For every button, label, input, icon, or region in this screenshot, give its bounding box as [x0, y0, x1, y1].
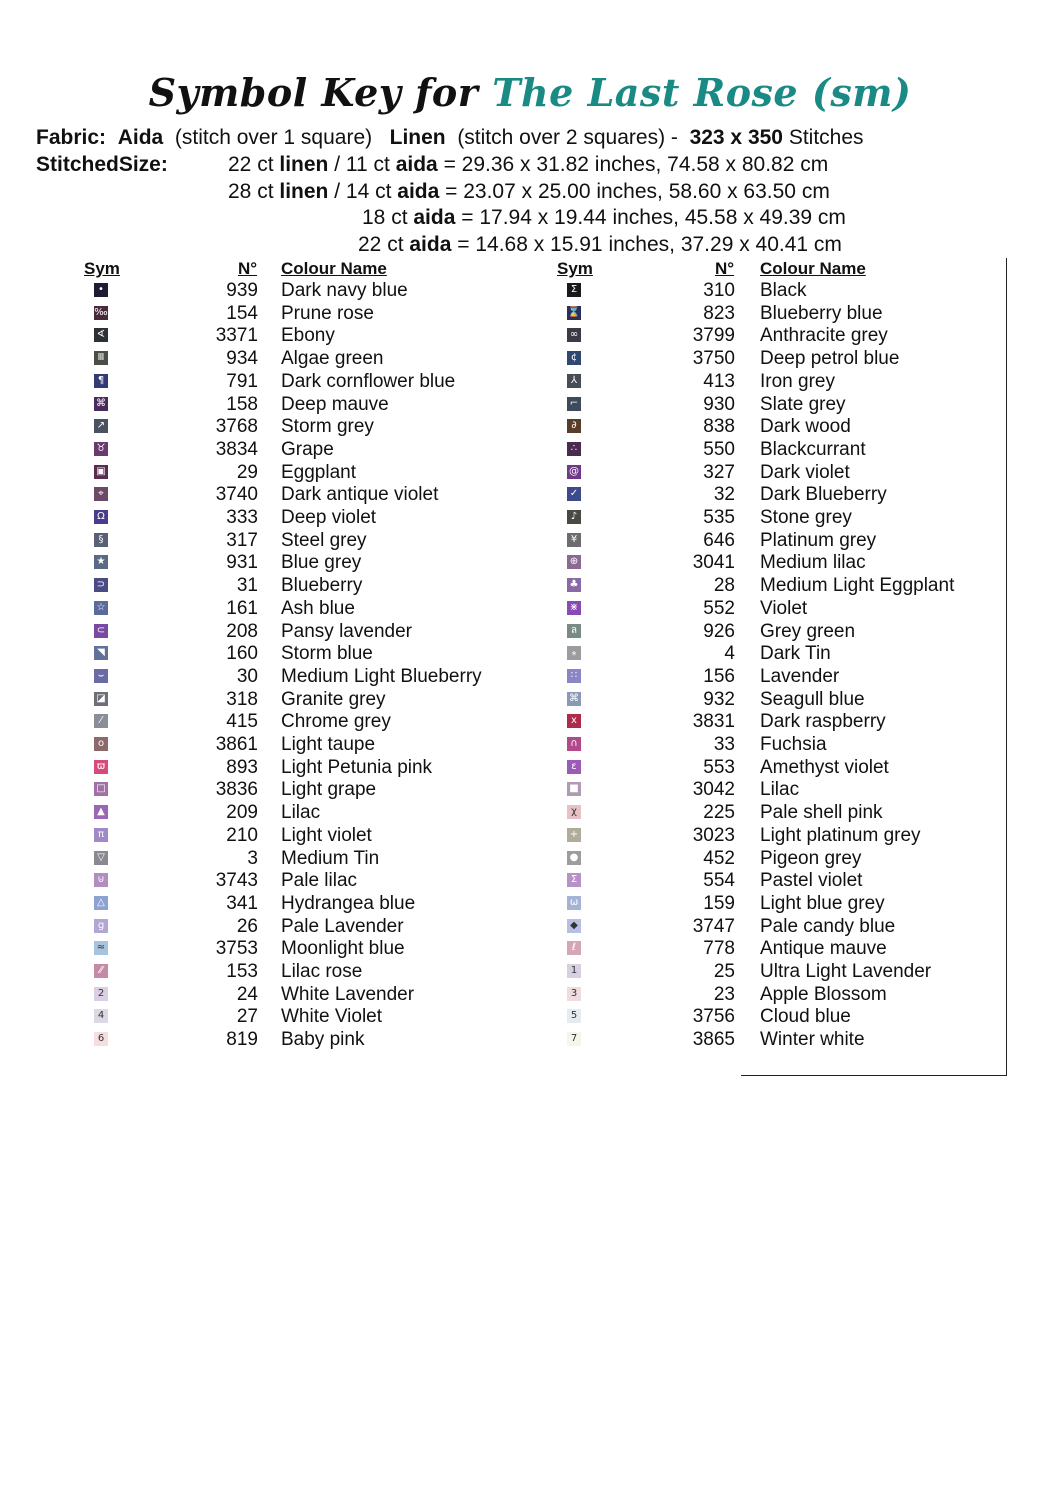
symbol-swatch: ⌐ [567, 397, 581, 411]
symbol-swatch: ◥ [94, 646, 108, 660]
symbol-swatch: ◆ [567, 919, 581, 933]
symbol-swatch: g [94, 919, 108, 933]
symbol-swatch: ∞ [567, 328, 581, 342]
dmc-number: 3836 [215, 779, 258, 800]
dmc-number: 3740 [215, 484, 258, 505]
dmc-number: 413 [703, 371, 735, 392]
colour-name: Platinum grey [760, 530, 877, 551]
dmc-number: 209 [226, 802, 258, 823]
colour-name: Granite grey [281, 689, 386, 710]
colour-name: Deep violet [281, 507, 377, 528]
dmc-number: 926 [703, 621, 735, 642]
key-row [0, 575, 1060, 597]
colour-name: Blue grey [281, 552, 362, 573]
colour-name-header: Colour Name [281, 259, 387, 278]
colour-name: Algae green [281, 348, 384, 369]
key-row [0, 689, 1060, 711]
colour-name: Violet [760, 598, 808, 619]
dmc-number: 30 [236, 666, 258, 687]
dmc-number: 153 [226, 961, 258, 982]
colour-name: Light grape [281, 779, 377, 800]
dmc-number: 327 [703, 462, 735, 483]
dmc-number: 552 [703, 598, 735, 619]
colour-name: Pastel violet [760, 870, 863, 891]
colour-name: Chrome grey [281, 711, 391, 732]
colour-name: Light platinum grey [760, 825, 921, 846]
stitched-label: StitchedSize: [36, 153, 168, 176]
colour-name: Light Petunia pink [281, 757, 433, 778]
colour-name: Cloud blue [760, 1006, 851, 1027]
colour-name: Slate grey [760, 394, 846, 415]
dmc-number: 161 [226, 598, 258, 619]
dmc-number: 29 [236, 462, 258, 483]
colour-name: Medium Light Blueberry [281, 666, 482, 687]
dmc-number: 31 [236, 575, 258, 596]
symbol-swatch: ≈ [94, 941, 108, 955]
dmc-number: 317 [226, 530, 258, 551]
dmc-number: 3747 [692, 916, 735, 937]
dmc-number: 415 [226, 711, 258, 732]
colour-name: White Lavender [281, 984, 415, 1005]
colour-name: Blackcurrant [760, 439, 866, 460]
symbol-swatch: ⌘ [569, 693, 579, 704]
colour-name: Medium lilac [760, 552, 866, 573]
dmc-number: 3865 [692, 1029, 735, 1050]
symbol-swatch: π [94, 828, 108, 842]
dmc-number: 3743 [215, 870, 258, 891]
symbol-swatch: x [567, 714, 581, 728]
key-row [0, 325, 1060, 347]
dmc-number: 3042 [692, 779, 735, 800]
dmc-number: 341 [226, 893, 258, 914]
symbol-swatch: ↗ [94, 419, 108, 433]
colour-name: Prune rose [281, 303, 374, 324]
key-row [0, 870, 1060, 892]
symbol-swatch: ε [567, 760, 581, 774]
colour-name: Lilac rose [281, 961, 363, 982]
symbol-swatch: 5 [567, 1009, 581, 1023]
key-row [0, 416, 1060, 438]
colour-name: Eggplant [281, 462, 357, 483]
symbol-swatch: ‰ [94, 307, 108, 318]
stitch-count: 323 x 350 [689, 126, 783, 149]
dmc-number: 778 [703, 938, 735, 959]
dmc-number: 3831 [692, 711, 735, 732]
symbol-swatch: Σ [567, 873, 581, 887]
key-row [0, 666, 1060, 688]
colour-name: Amethyst violet [760, 757, 889, 778]
key-row [0, 371, 1060, 393]
dmc-number: 3753 [215, 938, 258, 959]
colour-name: Pansy lavender [281, 621, 412, 642]
colour-name: Hydrangea blue [281, 893, 416, 914]
key-row [0, 916, 1060, 938]
colour-name: Anthracite grey [760, 325, 888, 346]
symbol-swatch: ⁎ [567, 646, 581, 660]
colour-name: Black [760, 280, 807, 301]
dmc-number: 333 [226, 507, 258, 528]
dmc-number: 210 [226, 825, 258, 846]
key-row [0, 757, 1060, 779]
symbol-swatch: ✓ [567, 487, 581, 501]
dmc-number: 931 [226, 552, 258, 573]
dmc-number: 225 [703, 802, 735, 823]
key-row [0, 984, 1060, 1006]
symbol-swatch: ล [567, 624, 581, 638]
symbol-swatch: ⊍ [94, 873, 108, 887]
colour-name: Grape [281, 439, 334, 460]
colour-name: White Violet [281, 1006, 383, 1027]
fabric-aida-note: (stitch over 1 square) [174, 126, 373, 149]
symbol-swatch: 2 [94, 987, 108, 1001]
colour-name: Storm grey [281, 416, 374, 437]
colour-name: Ultra Light Lavender [760, 961, 932, 982]
colour-name: Blueberry blue [760, 303, 883, 324]
dmc-number: 823 [703, 303, 735, 324]
dmc-number: 838 [703, 416, 735, 437]
key-row [0, 779, 1060, 801]
colour-name: Deep petrol blue [760, 348, 900, 369]
symbol-swatch: ⌘ [96, 398, 106, 409]
symbol-swatch: ∷ [567, 669, 581, 683]
dmc-number: 3750 [692, 348, 735, 369]
dmc-number: 159 [703, 893, 735, 914]
stitched-size-line: 22 ct linen / 11 ct aida = 29.36 x 31.82 inches, 74.58 x 80.82 cm [228, 153, 829, 176]
dmc-number: 930 [703, 394, 735, 415]
dmc-number: 160 [226, 643, 258, 664]
key-row [0, 552, 1060, 574]
table-border-right [1006, 258, 1007, 1076]
dmc-number: 3041 [692, 552, 735, 573]
dmc-number: 33 [713, 734, 735, 755]
colour-name: Fuchsia [760, 734, 827, 755]
dmc-number: 553 [703, 757, 735, 778]
dmc-number: 939 [226, 280, 258, 301]
key-row [0, 1006, 1060, 1028]
colour-name: Steel grey [281, 530, 367, 551]
stitched-size-line: 28 ct linen / 14 ct aida = 23.07 x 25.00 inches, 58.60 x 63.50 cm [228, 180, 830, 203]
symbol-swatch: + [567, 828, 581, 842]
colour-name: Dark violet [760, 462, 850, 483]
symbol-swatch: 1 [567, 964, 581, 978]
symbol-swatch: ⋇ [567, 601, 581, 615]
colour-name: Seagull blue [760, 689, 865, 710]
colour-name: Medium Tin [281, 848, 380, 869]
colour-name: Blueberry [281, 575, 363, 596]
dmc-number: 154 [226, 303, 258, 324]
colour-name: Dark antique violet [281, 484, 439, 505]
dmc-number: 25 [713, 961, 735, 982]
symbol-swatch: ⌛ [567, 307, 581, 318]
stitched-label-line [36, 153, 168, 177]
fabric-linen: Linen [389, 126, 446, 149]
symbol-swatch: ♉ [94, 442, 108, 456]
symbol-swatch: • [94, 283, 108, 297]
dmc-number: 3768 [215, 416, 258, 437]
symbol-swatch: ▣ [94, 465, 108, 479]
key-row [0, 711, 1060, 733]
stitches-word: Stitches [788, 126, 864, 149]
fabric-label: Fabric: [36, 126, 107, 149]
colour-name: Pale lilac [281, 870, 358, 891]
symbol-swatch: ■ [567, 782, 581, 796]
key-row [0, 643, 1060, 665]
dmc-number: 318 [226, 689, 258, 710]
colour-name: Lilac [760, 779, 800, 800]
symbol-swatch: ¶ [94, 374, 108, 388]
key-row [0, 507, 1060, 529]
key-row [0, 598, 1060, 620]
symbol-swatch: ⁄⁄ [94, 964, 108, 978]
symbol-swatch: ▲ [94, 805, 108, 819]
dmc-number: 550 [703, 439, 735, 460]
dmc-number: 32 [713, 484, 735, 505]
symbol-swatch: ● [567, 851, 581, 865]
table-border-bottom [741, 1075, 1007, 1076]
symbol-swatch: ¢ [567, 351, 581, 365]
colour-name: Medium Light Eggplant [760, 575, 955, 596]
key-row [0, 530, 1060, 552]
key-row [0, 303, 1060, 325]
dmc-number: 28 [713, 575, 735, 596]
key-row [0, 484, 1060, 506]
dmc-number: 3 [247, 848, 258, 869]
colour-name: Storm blue [281, 643, 373, 664]
key-row [0, 893, 1060, 915]
colour-name: Grey green [760, 621, 856, 642]
symbol-swatch: χ [567, 805, 581, 819]
key-row [0, 621, 1060, 643]
symbol-swatch: ¥ [567, 533, 581, 547]
colour-name: Pale candy blue [760, 916, 896, 937]
symbol-swatch: ∢ [94, 328, 108, 342]
symbol-swatch: ∂ [567, 419, 581, 433]
dmc-number: 158 [226, 394, 258, 415]
key-row [0, 348, 1060, 370]
pattern-name: The Last Rose (sm) [492, 70, 912, 115]
page-title [0, 70, 1060, 115]
colour-name: Dark raspberry [760, 711, 886, 732]
dmc-number: 3023 [692, 825, 735, 846]
dmc-number: 3756 [692, 1006, 735, 1027]
colour-name: Pigeon grey [760, 848, 862, 869]
title-prefix: Symbol Key for [148, 70, 479, 115]
dmc-number: 3861 [215, 734, 258, 755]
colour-name: Pale shell pink [760, 802, 883, 823]
colour-name: Dark wood [760, 416, 851, 437]
symbol-swatch: △ [94, 896, 108, 910]
symbol-swatch: 6 [94, 1032, 108, 1046]
symbol-swatch: ♪ [567, 510, 581, 524]
colour-name: Lavender [760, 666, 840, 687]
key-row [0, 462, 1060, 484]
dmc-number: 26 [236, 916, 258, 937]
symbol-swatch: ◪ [94, 692, 108, 706]
dmc-number: 3371 [215, 325, 258, 346]
colour-name: Ebony [281, 325, 335, 346]
colour-name: Ash blue [281, 598, 355, 619]
key-row [0, 802, 1060, 824]
colour-name: Pale Lavender [281, 916, 404, 937]
colour-name: Light taupe [281, 734, 376, 755]
symbol-swatch: ϖ [94, 760, 108, 774]
symbol-swatch: o [94, 737, 108, 751]
symbol-swatch: ω [567, 896, 581, 910]
colour-name: Antique mauve [760, 938, 887, 959]
dmc-number: 4 [724, 643, 735, 664]
symbol-swatch: ⌖ [94, 487, 108, 501]
colour-name-header: Colour Name [760, 259, 866, 278]
colour-name: Light blue grey [760, 893, 885, 914]
sym-header: Sym [557, 259, 593, 278]
dmc-number: 932 [703, 689, 735, 710]
stitched-size-line: 22 ct aida = 14.68 x 15.91 inches, 37.29 x 40.41 cm [358, 233, 842, 256]
dmc-number: 24 [236, 984, 258, 1005]
symbol-swatch: ⊕ [567, 555, 581, 569]
dmc-number: 23 [713, 984, 735, 1005]
colour-name: Baby pink [281, 1029, 365, 1050]
dmc-number: 893 [226, 757, 258, 778]
dmc-number: 934 [226, 348, 258, 369]
symbol-swatch: ⅄ [567, 374, 581, 388]
colour-name: Dark Blueberry [760, 484, 887, 505]
symbol-swatch: § [94, 533, 108, 547]
key-row [0, 394, 1060, 416]
dmc-number: 27 [236, 1006, 258, 1027]
colour-name: Moonlight blue [281, 938, 405, 959]
symbol-swatch: ⁄ [94, 714, 108, 728]
fabric-aida: Aida [117, 126, 164, 149]
symbol-swatch: ∩ [567, 737, 581, 751]
dmc-number: 156 [703, 666, 735, 687]
key-row [0, 825, 1060, 847]
symbol-swatch: 3 [567, 987, 581, 1001]
colour-name: Deep mauve [281, 394, 389, 415]
dmc-number: 3834 [215, 439, 258, 460]
dmc-number: 554 [703, 870, 735, 891]
symbol-swatch: ♣ [567, 578, 581, 592]
key-row [0, 280, 1060, 302]
symbol-swatch: □ [94, 782, 108, 796]
symbol-swatch: ⌣ [94, 669, 108, 683]
colour-name: Dark navy blue [281, 280, 408, 301]
colour-name: Dark cornflower blue [281, 371, 456, 392]
dmc-number: 535 [703, 507, 735, 528]
dmc-number: 208 [226, 621, 258, 642]
symbol-swatch: ★ [94, 555, 108, 569]
symbol-swatch: ℓ [567, 941, 581, 955]
colour-name: Winter white [760, 1029, 865, 1050]
key-row [0, 938, 1060, 960]
colour-name: Dark Tin [760, 643, 831, 664]
sym-header: Sym [84, 259, 120, 278]
symbol-swatch: Ω [94, 510, 108, 524]
colour-name: Stone grey [760, 507, 852, 528]
fabric-linen-note: (stitch over 2 squares) - [457, 126, 678, 149]
dmc-number: 3799 [692, 325, 735, 346]
stitched-size-line: 18 ct aida = 17.94 x 19.44 inches, 45.58 x 49.39 cm [362, 206, 846, 229]
symbol-swatch: ⊃ [94, 578, 108, 592]
key-row [0, 848, 1060, 870]
key-row [0, 439, 1060, 461]
dmc-number: 791 [226, 371, 258, 392]
colour-name: Light violet [281, 825, 372, 846]
colour-name: Lilac [281, 802, 321, 823]
colour-name: Iron grey [760, 371, 835, 392]
key-row [0, 1029, 1060, 1051]
fabric-line [36, 126, 864, 150]
dmc-number: 819 [226, 1029, 258, 1050]
dmc-number: 452 [703, 848, 735, 869]
symbol-swatch: Σ [567, 283, 581, 297]
num-header: N° [238, 259, 258, 278]
symbol-swatch: 7 [567, 1032, 581, 1046]
symbol-swatch: Ⅲ [94, 351, 108, 365]
symbol-swatch: ☆ [94, 601, 108, 615]
num-header: N° [715, 259, 735, 278]
symbol-swatch: 4 [94, 1009, 108, 1023]
dmc-number: 646 [703, 530, 735, 551]
symbol-swatch: ∴ [567, 442, 581, 456]
symbol-swatch: ⊂ [94, 624, 108, 638]
dmc-number: 310 [703, 280, 735, 301]
symbol-swatch: @ [569, 466, 579, 477]
key-row [0, 961, 1060, 983]
symbol-swatch: ▽ [94, 851, 108, 865]
key-row [0, 734, 1060, 756]
colour-name: Apple Blossom [760, 984, 887, 1005]
